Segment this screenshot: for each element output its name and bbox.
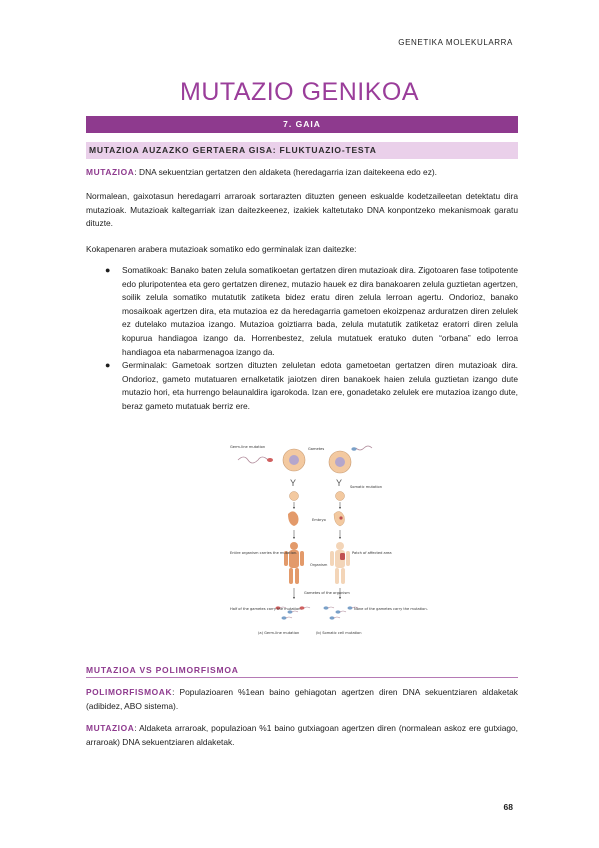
zygote-right-icon	[336, 492, 345, 501]
label-half-gametes: Half of the gametes carry the mutation.	[230, 607, 302, 611]
sperm-head-icon	[267, 458, 273, 462]
label-gametes-organism: Gametes of the organism	[304, 591, 350, 595]
sperm-tail-left	[238, 457, 268, 463]
polymorphism-definition	[86, 686, 518, 713]
bullet-icon: ●	[105, 360, 111, 371]
organism-right-icon	[330, 542, 350, 584]
label-embryo: Embryo	[312, 518, 326, 522]
label-organism: Organism	[310, 563, 328, 567]
mutation-definition	[86, 166, 518, 180]
mutation-text: : Aldaketa arraroak, populazioan %1 baino gutxiagoan agertzen diren (normalean askoz ere gutxiago, arraroak) DNA sekuentziaren aldaketak.	[86, 723, 518, 747]
label-none-gametes: None of the gametes carry the mutation.	[354, 607, 428, 611]
label-patch: Patch of affected area	[352, 551, 392, 555]
fusion-symbol-left: Y	[290, 478, 297, 488]
list-item-somatic	[86, 264, 518, 359]
page-title: MUTAZIO GENIKOA	[180, 78, 419, 106]
paragraph-classification: Kokapenaren arabera mutazioak somatiko edo germinalak izan daitezke:	[86, 244, 357, 254]
mutation-rare-definition	[86, 722, 518, 749]
section-heading-polymorphism: MUTAZIOA VS POLIMORFISMOA	[86, 662, 518, 678]
polymorphism-text: : Populazioaren %1ean baino gehiagotan agertzen diren DNA sekuentziaren aldaketak (adibidez, ABO sistema).	[86, 687, 518, 711]
definition-text: : DNA sekuentzian gertatzen den aldaketa (heredagarria izan daitekeena edo ez).	[134, 167, 437, 177]
egg-nucleus-left	[289, 455, 299, 465]
mutation-figure	[228, 442, 428, 638]
mutation-types-list	[86, 264, 518, 414]
running-header: GENETIKA MOLEKULARRA	[398, 38, 513, 47]
chapter-banner: 7. GAIA	[86, 116, 518, 133]
egg-nucleus-right	[335, 457, 345, 467]
label-gametes: Gametes	[308, 447, 325, 451]
label-germline: Germ-line mutation	[230, 445, 266, 449]
definition-term: MUTAZIOA	[86, 167, 135, 177]
label-entire-organism: Entire organism carries the mutation.	[230, 551, 298, 555]
caption-a: (a) Germ-line mutation	[258, 631, 300, 635]
polymorphism-term: POLIMORFISMOAK	[86, 687, 173, 697]
bullet-text: Somatikoak: Banako baten zelula somatikoetan gertatzen diren mutazioak dira. Zigotoaren fase totipotente edo pluripotentea eta gero gertatzen direnez, mutazio hauek ez dira banakoaren zelula guztietan agertzen, soilik zelula somatiko mutatutik zatiketa bidez eratu diren zelula lerroan agertu. Ondorioz, banako mosaikoak agertzen dira, eta mutazioa ez da heredagarria gametoen ekoizpenaz arduratzen diren zelulek ez dutelako mutazioa izango. Mutazioa goiztiarra bada, zelula mutatutik zatiketaz eratorri diren zelula kopurua handiagoa izango da. Horrenbestez, zelula mutatuek eratuko duten “orbana” edo lerroa handiagoa eta nabarmenagoa izango da.	[122, 265, 518, 357]
label-somatic: Somatic mutation	[350, 485, 382, 489]
paragraph-intro: Normalean, gaixotasun heredagarri arraroak sortarazten dituzten geneen eskualde kodetzaileetan detektatu dira mutazioak. Mutazioak kaltegarriak izan daitezkeenez, izakiek kaltetutako DNA konpontzeko mekanismoak garatu dituzte.	[86, 191, 518, 228]
gametes-right-icon	[324, 606, 359, 619]
bullet-icon: ●	[105, 265, 111, 275]
bullet-text: Germinalak: Gametoak sortzen dituzten zeluletan edota gametoetan gertatzen diren mutazioak dira. Ondorioz, gameto mutatuaren ernalketatik jaiotzen diren banakoek haien zelula guztietan izango dute mutazio hori, eta hurrengo belaunaldira igarokoda. Izan ere, gonadetako zelulek ere mutazioa izango dute, beraz gameto mutatuak berriz ere.	[122, 360, 518, 411]
caption-b: (b) Somatic cell mutation	[316, 631, 362, 635]
organism-left-icon	[284, 542, 304, 584]
embryo-left-icon	[288, 511, 299, 526]
sperm-head-right-icon	[351, 447, 356, 451]
embryo-patch	[339, 516, 342, 519]
mutation-term: MUTAZIOA	[86, 723, 135, 733]
list-item-germinal	[86, 359, 518, 413]
sperm-tail-right	[356, 446, 372, 450]
section-heading-fluctuation: MUTAZIOA AUZAZKO GERTAERA GISA: FLUKTUAZIO-TESTA	[86, 142, 518, 159]
page-number: 68	[503, 802, 513, 812]
fusion-symbol-right: Y	[336, 478, 343, 488]
embryo-right-icon	[334, 511, 345, 526]
zygote-left-icon	[290, 492, 299, 501]
